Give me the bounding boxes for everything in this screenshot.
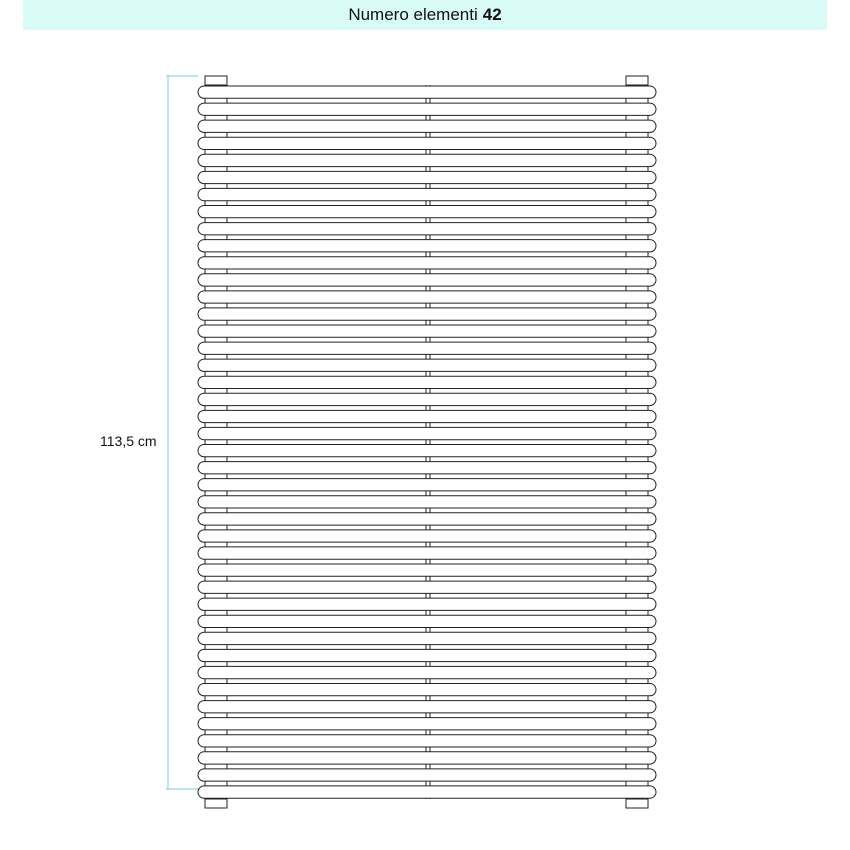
radiator-tube [198, 171, 656, 183]
radiator-tube [198, 632, 656, 644]
radiator-tube [198, 718, 656, 730]
radiator-tube [198, 427, 656, 439]
radiator-tube [198, 274, 656, 286]
radiator-tube [198, 240, 656, 252]
radiator-tube [198, 752, 656, 764]
collector-cap-bottom-left [205, 799, 227, 808]
radiator-tube [198, 291, 656, 303]
radiator [198, 76, 656, 808]
radiator-tube [198, 359, 656, 371]
radiator-tube [198, 581, 656, 593]
radiator-tube [198, 223, 656, 235]
radiator-tube [198, 615, 656, 627]
radiator-tube [198, 530, 656, 542]
radiator-tube [198, 325, 656, 337]
radiator-tube [198, 120, 656, 132]
radiator-tube [198, 769, 656, 781]
radiator-tube [198, 308, 656, 320]
radiator-tube [198, 649, 656, 661]
radiator-tube [198, 666, 656, 678]
radiator-tube [198, 154, 656, 166]
collector-cap-top-right [626, 76, 648, 85]
collector-cap-bottom-right [626, 799, 648, 808]
radiator-tube [198, 479, 656, 491]
radiator-tube [198, 564, 656, 576]
radiator-tube [198, 513, 656, 525]
radiator-tube [198, 462, 656, 474]
radiator-tube [198, 188, 656, 200]
radiator-tube [198, 257, 656, 269]
radiator-tube [198, 410, 656, 422]
header-label: Numero elementi [348, 5, 478, 24]
radiator-tube [198, 496, 656, 508]
collector-cap-top-left [205, 76, 227, 85]
element-count: 42 [482, 5, 502, 24]
radiator-tube [198, 445, 656, 457]
radiator-tube [198, 393, 656, 405]
radiator-tube [198, 684, 656, 696]
height-dimension [166, 76, 198, 789]
radiator-tube [198, 103, 656, 115]
radiator-tube [198, 86, 656, 98]
radiator-tube [198, 206, 656, 218]
height-dimension-label: 113,5 cm [100, 433, 157, 449]
radiator-tube [198, 137, 656, 149]
radiator-tube [198, 342, 656, 354]
radiator-tube [198, 547, 656, 559]
radiator-tube [198, 735, 656, 747]
radiator-tube [198, 598, 656, 610]
radiator-tube [198, 376, 656, 388]
radiator-tube [198, 786, 656, 798]
radiator-tube [198, 701, 656, 713]
